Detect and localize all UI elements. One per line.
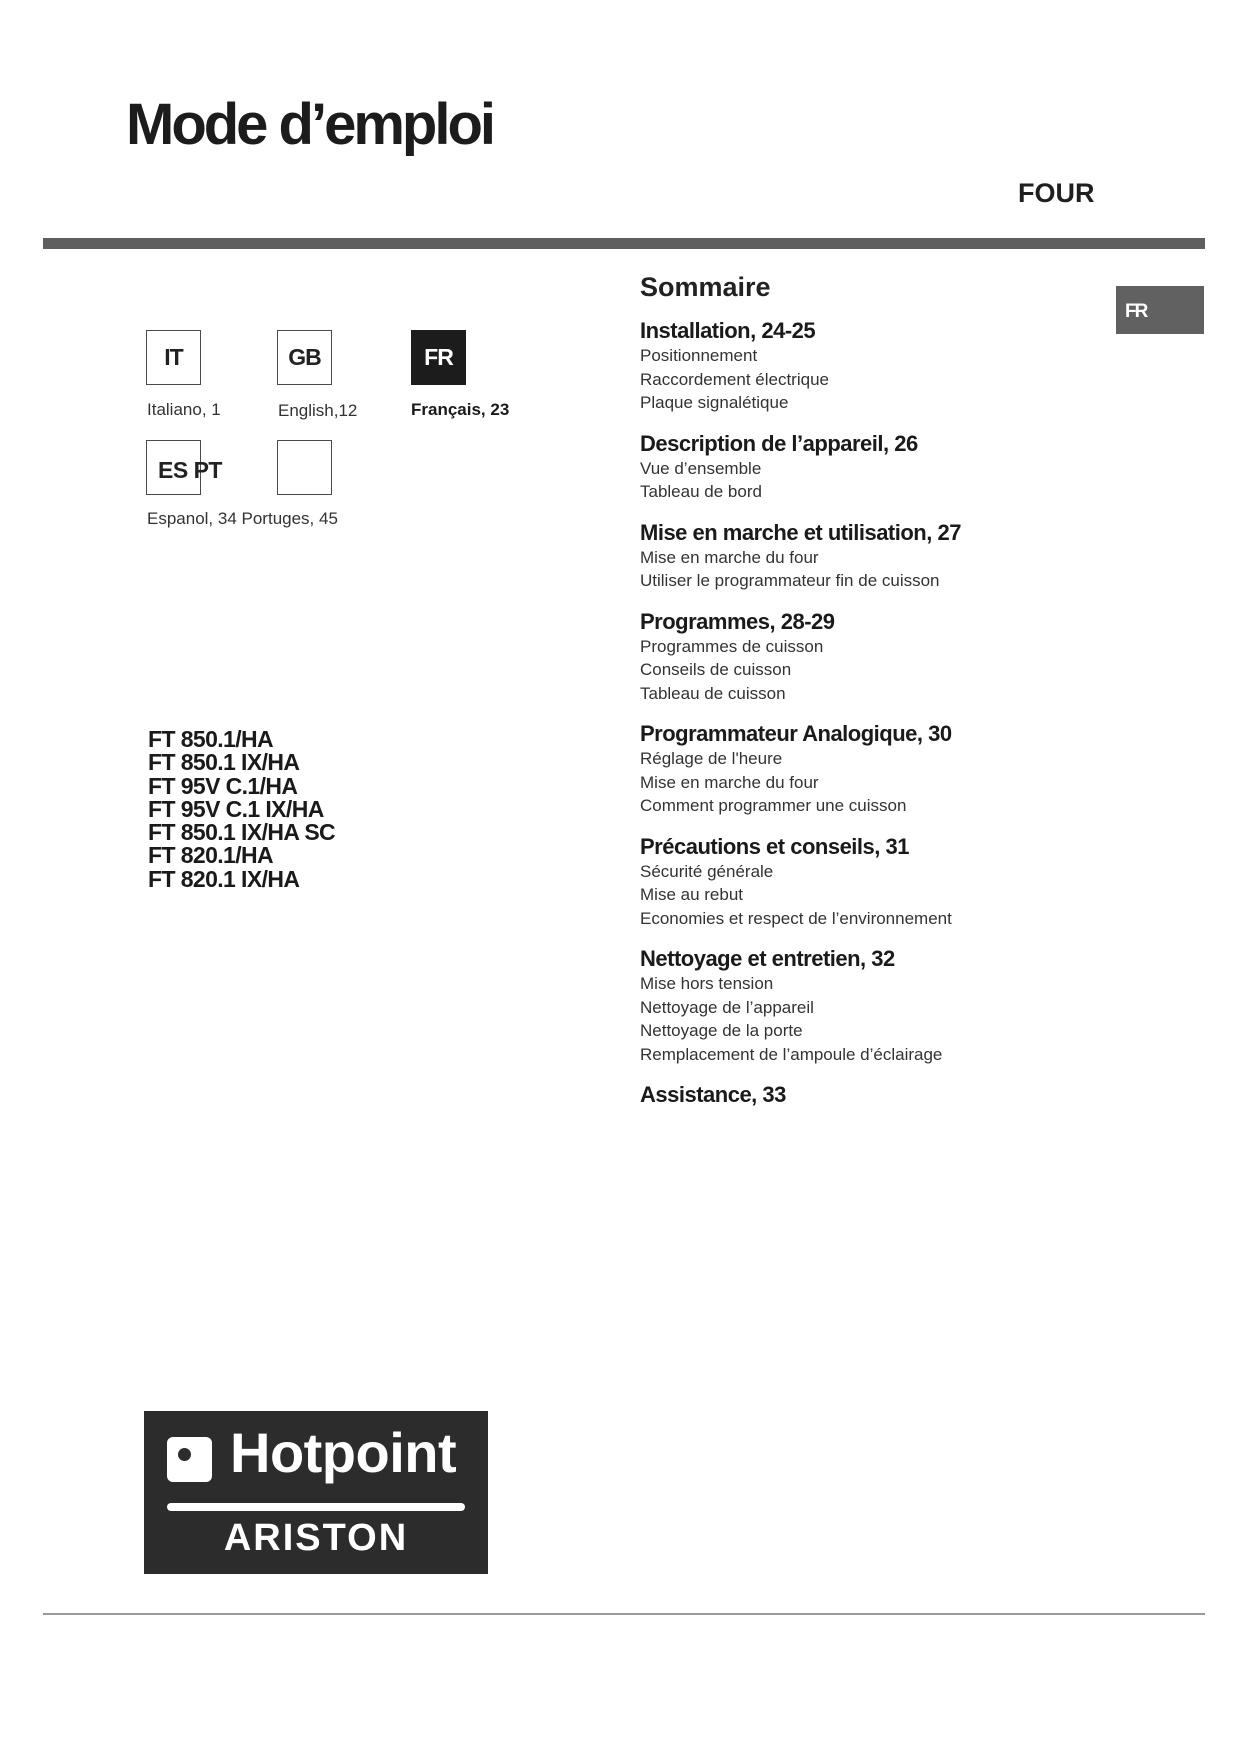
- toc-section-title[interactable]: Programmateur Analogique, 30: [640, 721, 952, 746]
- toc-item: Conseils de cuisson: [640, 660, 792, 679]
- lang-label-it: Italiano, 1: [147, 400, 221, 419]
- toc-item: Positionnement: [640, 346, 758, 365]
- toc-section-title[interactable]: Mise en marche et utilisation, 27: [640, 519, 961, 545]
- toc-section-nettoyage: [640, 945, 1100, 1066]
- lang-box-gb[interactable]: GB: [277, 330, 332, 385]
- logo-mark-icon: [167, 1437, 212, 1482]
- toc-item: Vue d’ensemble: [640, 458, 762, 478]
- lang-label-fr: Français, 23: [411, 400, 510, 419]
- toc-item: Comment programmer une cuisson: [640, 796, 907, 815]
- toc-section-title[interactable]: Nettoyage et entretien, 32: [640, 946, 895, 971]
- model-item: FT 95V C.1/HA: [148, 772, 298, 799]
- lang-label-gb: English,12: [278, 401, 358, 420]
- toc-section-title[interactable]: Programmes, 28-29: [640, 608, 835, 634]
- model-item: FT 850.1 IX/HA: [148, 749, 300, 776]
- lang-box-empty[interactable]: [277, 440, 332, 495]
- logo-subbrand-text: ARISTON: [223, 1517, 409, 1559]
- toc-section-title[interactable]: Installation, 24-25: [640, 318, 816, 343]
- toc-item: Sécurité générale: [640, 861, 774, 881]
- logo-brand-text: Hotpoint: [230, 1421, 457, 1484]
- toc-item: Mise en marche du four: [640, 772, 819, 792]
- toc-item: Nettoyage de l’appareil: [640, 997, 814, 1017]
- toc-item: Tableau de bord: [640, 482, 762, 501]
- toc-section-programmateur: [640, 720, 1100, 818]
- toc-item: Tableau de cuisson: [640, 683, 786, 703]
- toc-section-programmes: [640, 608, 1100, 706]
- model-list: [148, 728, 335, 891]
- lang-box-it[interactable]: IT: [146, 330, 201, 385]
- toc-item: Réglage de l'heure: [640, 749, 783, 768]
- model-item: FT 820.1 IX/HA: [148, 865, 300, 892]
- model-item: FT 850.1/HA: [148, 726, 274, 752]
- lang-label-es-pt: Espanol, 34 Portuges, 45: [147, 509, 338, 528]
- model-item: FT 820.1/HA: [148, 842, 274, 869]
- toc-item: Mise hors tension: [640, 974, 774, 993]
- language-section-tab: FR: [1116, 286, 1204, 334]
- toc-item: Mise en marche du four: [640, 547, 819, 567]
- toc-section-precautions: [640, 833, 1100, 931]
- toc-heading: Sommaire: [640, 272, 771, 302]
- product-type: FOUR: [1018, 178, 1095, 208]
- toc-section-title[interactable]: Description de l’appareil, 26: [640, 430, 918, 456]
- toc-item: Plaque signalétique: [640, 393, 789, 412]
- toc-item: Nettoyage de la porte: [640, 1021, 803, 1040]
- toc-item: Remplacement de l’ampoule d’éclairage: [640, 1044, 943, 1064]
- logo-divider: [167, 1503, 465, 1511]
- lang-box-fr[interactable]: FR: [411, 330, 466, 385]
- header-divider: [43, 238, 1205, 249]
- hotpoint-ariston-logo: [144, 1411, 488, 1574]
- model-item: FT 95V C.1 IX/HA: [148, 795, 324, 822]
- logo-dot: [178, 1448, 191, 1461]
- toc-section-assistance: [640, 1081, 1100, 1108]
- toc-section-mise-en-marche: [640, 519, 1100, 593]
- page-title: Mode d’emploi: [126, 92, 493, 157]
- table-of-contents: [640, 272, 1100, 1123]
- toc-section-description: [640, 430, 1100, 504]
- toc-item: Programmes de cuisson: [640, 636, 824, 656]
- toc-item: Utiliser le programmateur fin de cuisson: [640, 571, 940, 590]
- toc-section-title[interactable]: Assistance, 33: [640, 1082, 786, 1107]
- toc-section-installation: [640, 317, 1100, 415]
- lang-code-es-pt: ES PT: [158, 457, 222, 483]
- toc-section-title[interactable]: Précautions et conseils, 31: [640, 833, 909, 859]
- toc-item: Raccordement électrique: [640, 369, 829, 389]
- model-item: FT 850.1 IX/HA SC: [148, 819, 336, 846]
- toc-item: Economies et respect de l’environnement: [640, 908, 952, 928]
- toc-item: Mise au rebut: [640, 885, 743, 904]
- footer-divider: [43, 1613, 1205, 1615]
